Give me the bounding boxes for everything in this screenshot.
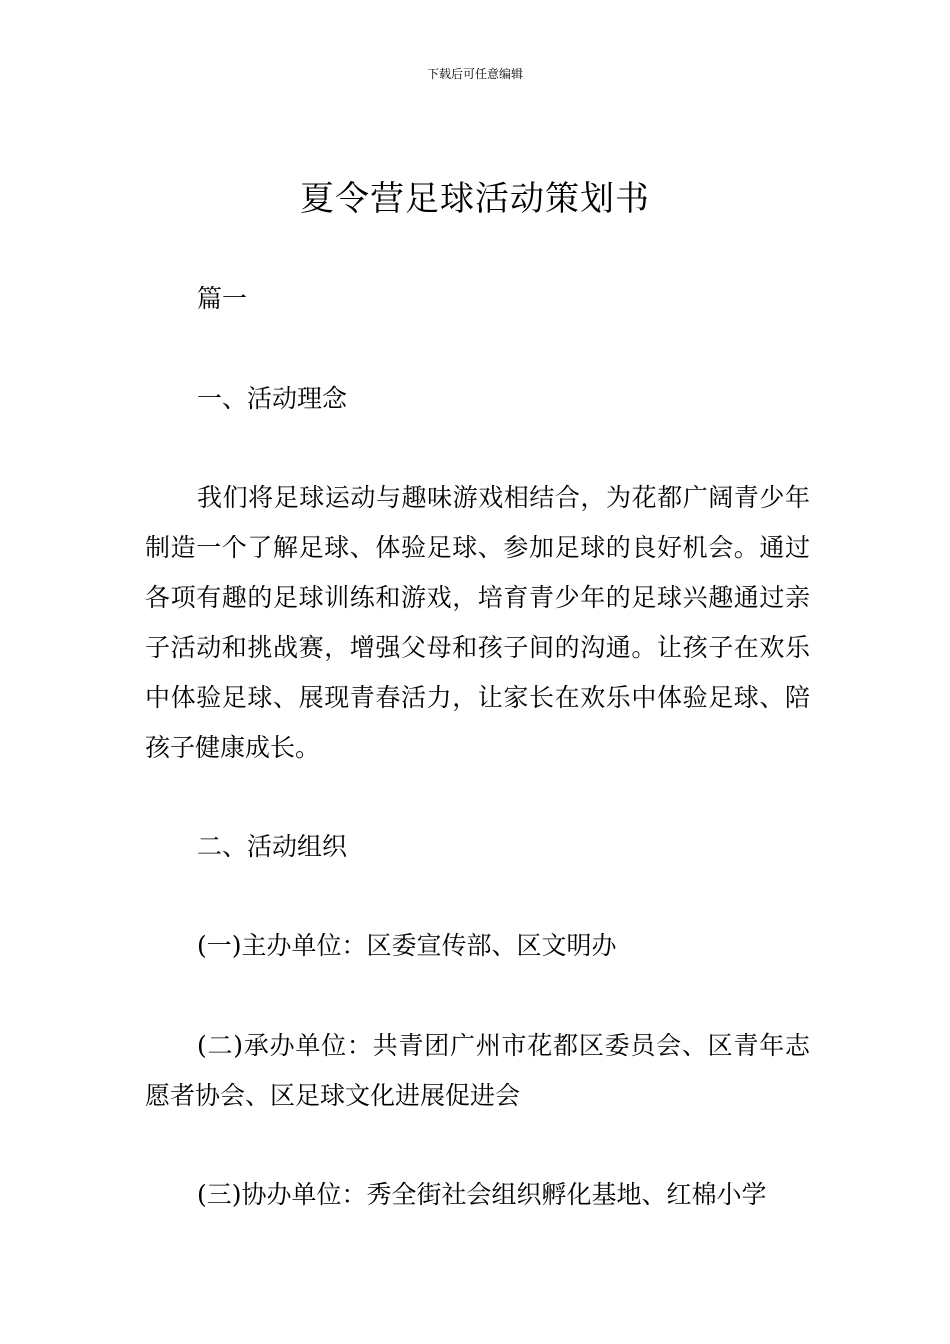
undertaker-paragraph: (二)承办单位：共青团广州市花都区委员会、区青年志愿者协会、区足球文化进展促进会 bbox=[145, 1031, 810, 1110]
section-heading-concept: 一、活动理念 bbox=[197, 384, 348, 413]
concept-paragraph: 我们将足球运动与趣味游戏相结合，为花都广阔青少年制造一个了解足球、体验足球、参加足球的良好机会。通过各项有趣的足球训练和游戏，培育青少年的足球兴趣通过亲子活动和挑战赛，增强父母和孩子间的沟通。让孩子在欢乐中体验足球、展现青春活力，让家长在欢乐中体验足球、陪孩子健康成长。 bbox=[145, 483, 810, 762]
section-heading-organization: 二、活动组织 bbox=[197, 832, 348, 861]
part-label: 篇一 bbox=[197, 284, 248, 313]
document-title: 夏令营足球活动策划书 bbox=[300, 179, 650, 219]
co-organizer-line: (三)协办单位：秀全街社会组织孵化基地、红棉小学 bbox=[197, 1180, 767, 1209]
header-note: 下载后可任意编辑 bbox=[426, 67, 523, 81]
organizer-line: (一)主办单位：区委宣传部、区文明办 bbox=[197, 931, 617, 960]
